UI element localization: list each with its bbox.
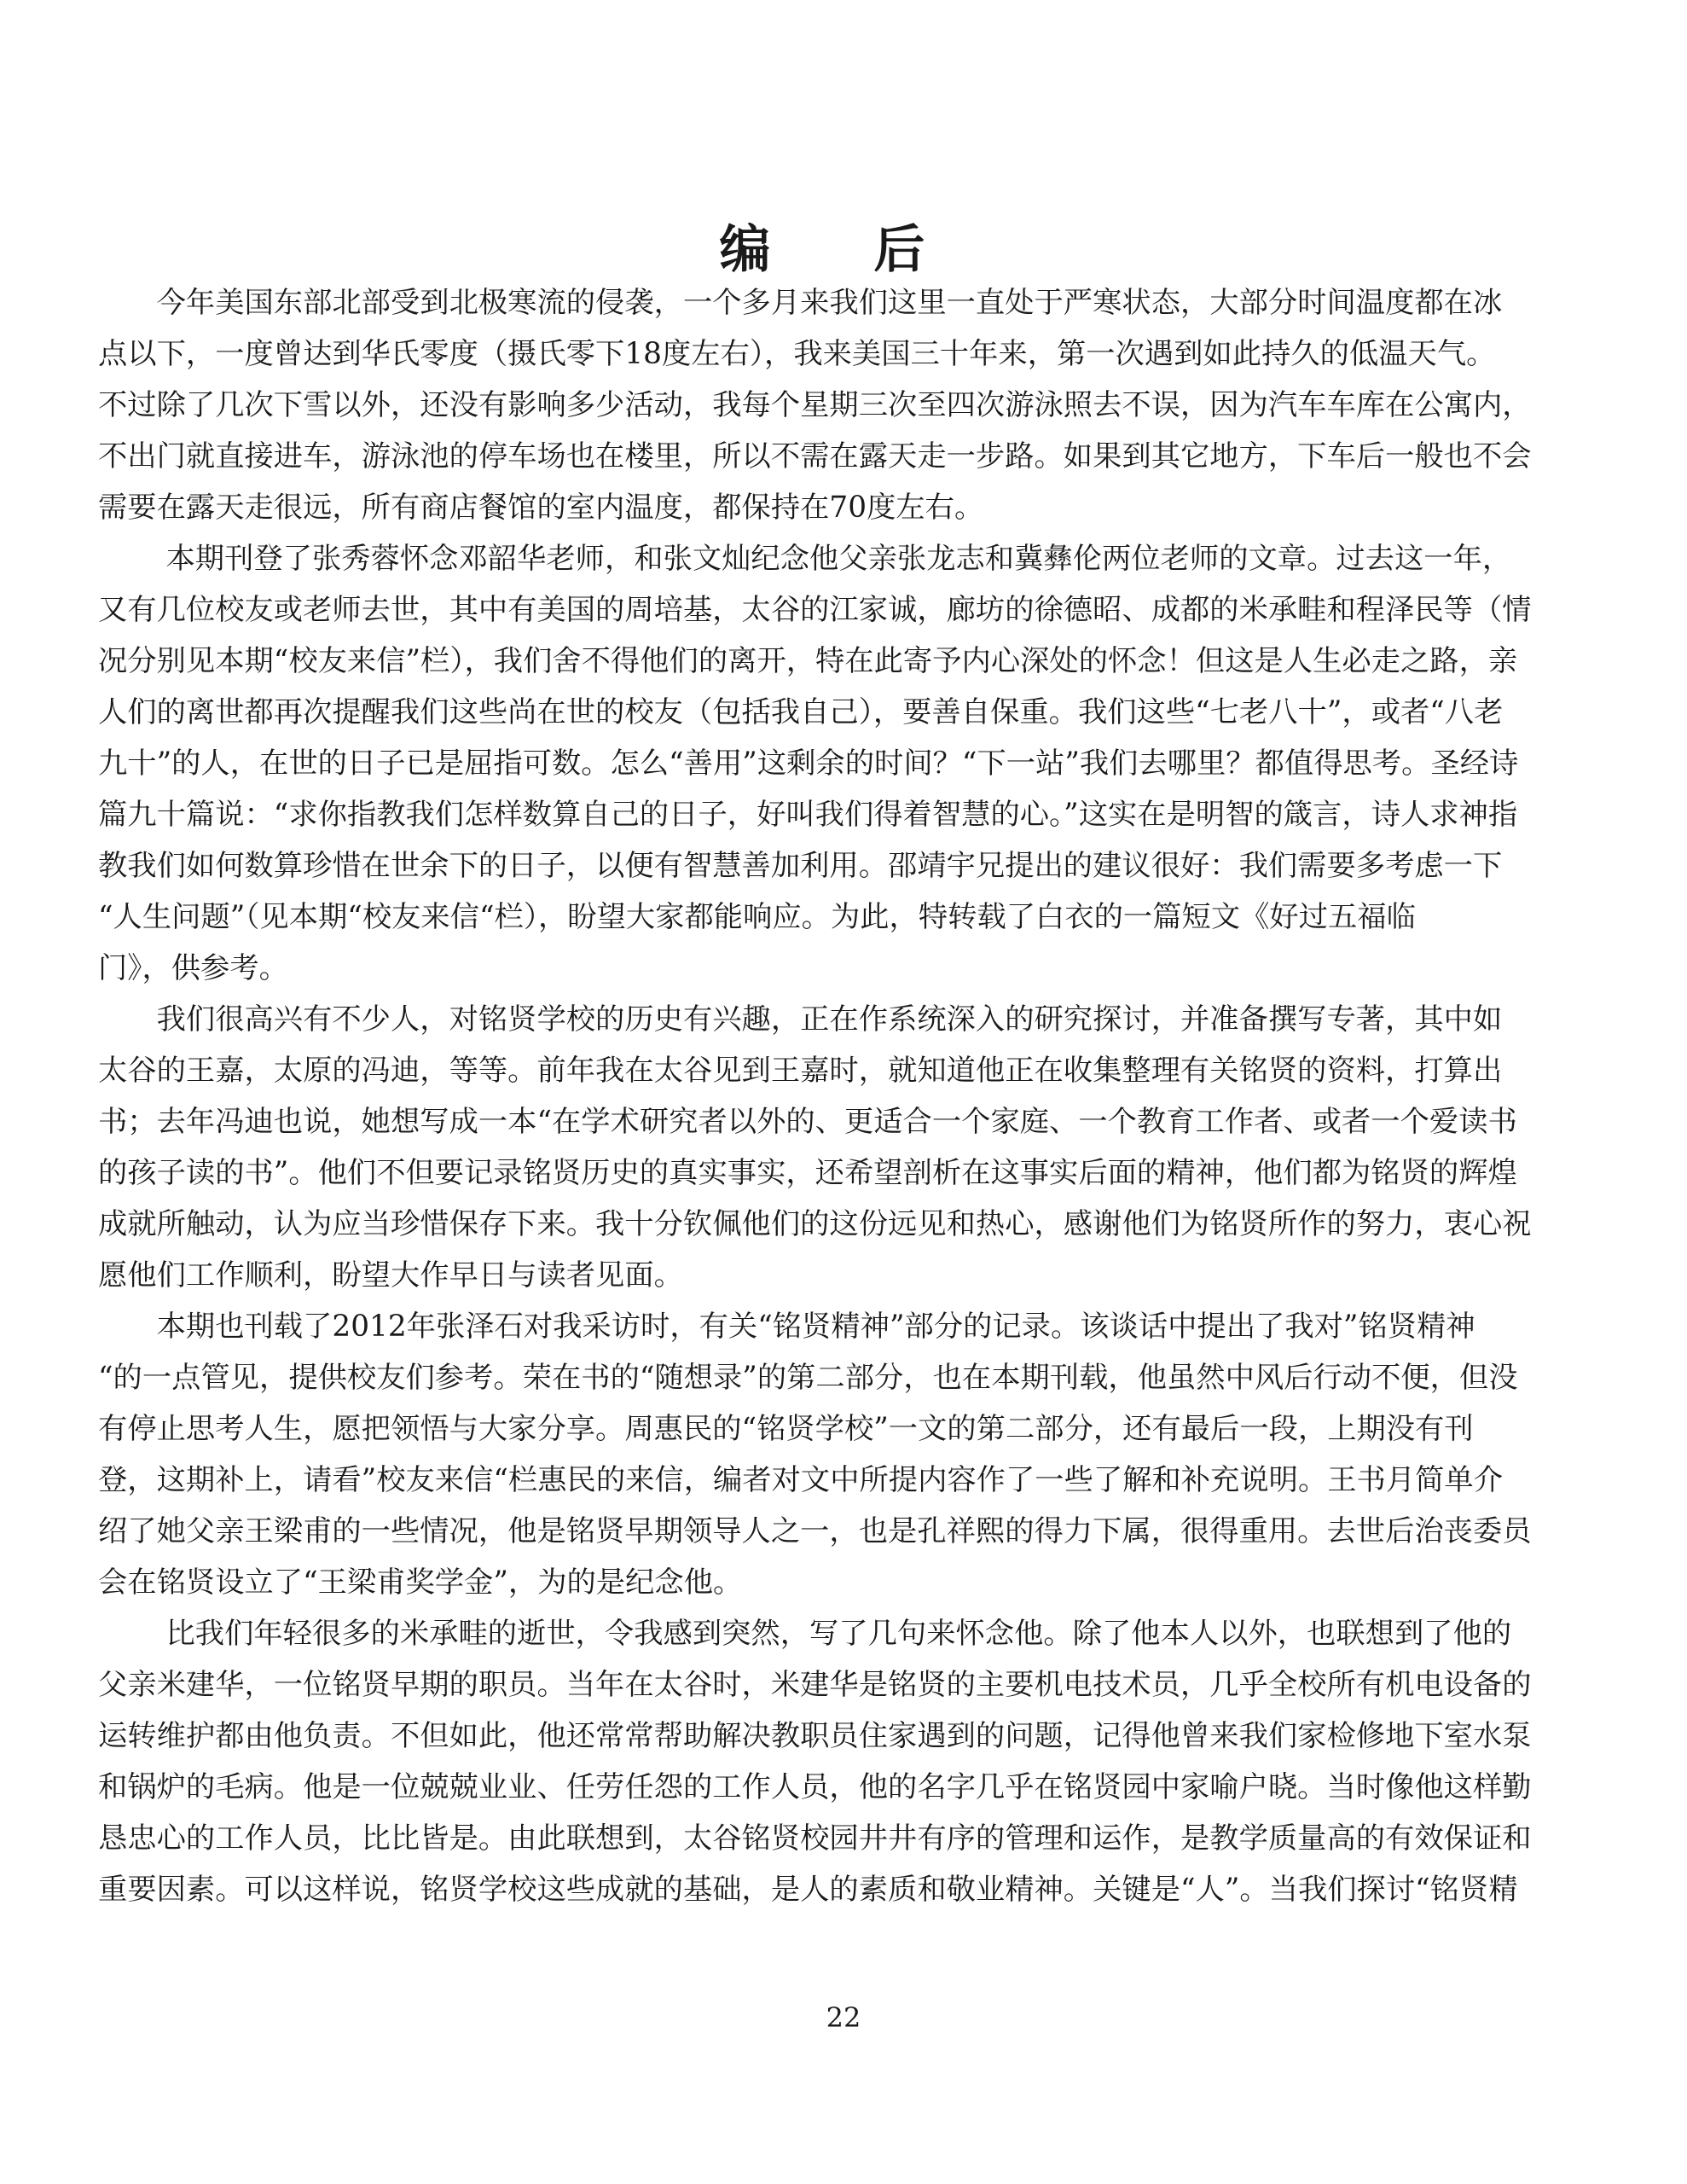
text-line: 门》，供参考。 (98, 951, 288, 985)
text-line: 登，这期补上，请看”校友来信“栏惠民的来信，编者对文中所提内容作了一些了解和补充说明。王书月简单介 (98, 1463, 1504, 1497)
text-line: 太谷的王嘉，太原的冯迪，等等。前年我在太谷见到王嘉时，就知道他正在收集整理有关铭贤的资料，打算出 (98, 1054, 1503, 1088)
text-line: 点以下，一度曾达到华氏零度（摄氏零下18度左右），我来美国三十年来，第一次遇到如此持久的低温天气。 (98, 337, 1496, 371)
text-line: 重要因素。可以这样说，铭贤学校这些成就的基础，是人的素质和敬业精神。关键是“人”。当我们探讨“铭贤精 (98, 1873, 1518, 1907)
text-line: 今年美国东部北部受到北极寒流的侵袭，一个多月来我们这里一直处于严寒状态，大部分时间温度都在冰 (98, 286, 1503, 320)
text-line: 不过除了几次下雪以外，还没有影响多少活动，我每个星期三次至四次游泳照去不误，因为汽车车库在公寓内， (98, 388, 1532, 422)
text-line: 九十”的人，在世的日子已是屈指可数。怎么“善用”这剩余的时间？“下一站”我们去哪里？都值得思考。圣经诗 (98, 746, 1519, 781)
text-line: “人生问题”（见本期“校友来信“栏），盼望大家都能响应。为此，特转载了白衣的一篇短文《好过五福临 (98, 900, 1416, 934)
text-line: 又有几位校友或老师去世，其中有美国的周培基，太谷的江家诚，廊坊的徐德昭、成都的米承畦和程泽民等（情 (98, 593, 1532, 627)
page-title: 编 后 (719, 220, 968, 280)
text-line: 本期刊登了张秀蓉怀念邓韶华老师，和张文灿纪念他父亲张龙志和冀彝伦两位老师的文章。过去这一年， (98, 542, 1512, 576)
text-line: 不出门就直接进车，游泳池的停车场也在楼里，所以不需在露天走一步路。如果到其它地方，下车后一般也不会 (98, 439, 1532, 473)
text-line: “的一点管见，提供校友们参考。荣在书的“随想录”的第二部分，也在本期刊载，他虽然中风后行动不便，但没 (98, 1361, 1518, 1395)
text-line: 篇九十篇说：“求你指教我们怎样数算自己的日子，好叫我们得着智慧的心。”这实在是明智的箴言，诗人求神指 (98, 798, 1518, 832)
text-line: 人们的离世都再次提醒我们这些尚在世的校友（包括我自己），要善自保重。我们这些“七老八十”，或者“八老 (98, 695, 1504, 729)
text-line: 需要在露天走很远，所有商店餐馆的室内温度，都保持在70度左右。 (98, 491, 984, 525)
text-line: 父亲米建华，一位铭贤早期的职员。当年在太谷时，米建华是铭贤的主要机电技术员，几乎全校所有机电设备的 (98, 1668, 1532, 1702)
text-line: 教我们如何数算珍惜在世余下的日子，以便有智慧善加利用。邵靖宇兄提出的建议很好：我们需要多考虑一下 (98, 849, 1503, 883)
text-line: 我们很高兴有不少人，对铭贤学校的历史有兴趣，正在作系统深入的研究探讨，并准备撰写专著，其中如 (98, 1002, 1503, 1037)
text-line: 的孩子读的书”。他们不但要记录铭贤历史的真实事实，还希望剖析在这事实后面的精神，他们都为铭贤的辉煌 (98, 1156, 1517, 1190)
text-line: 和锅炉的毛病。他是一位兢兢业业、任劳任怨的工作人员，他的名字几乎在铭贤园中家喻户晓。当时像他这样勤 (98, 1770, 1532, 1804)
text-line: 会在铭贤设立了“王梁甫奖学金”，为的是纪念他。 (98, 1565, 743, 1600)
text-line: 成就所触动，认为应当珍惜保存下来。我十分钦佩他们的这份远见和热心，感谢他们为铭贤所作的努力，衷心祝 (98, 1207, 1532, 1241)
text-line: 况分别见本期“校友来信”栏），我们舍不得他们的离开，特在此寄予内心深处的怀念！但这是人生必走之路，亲 (98, 644, 1518, 678)
text-line: 有停止思考人生，愿把领悟与大家分享。周惠民的“铭贤学校”一文的第二部分，还有最后一段，上期没有刊 (98, 1412, 1474, 1446)
text-line: 愿他们工作顺利，盼望大作早日与读者见面。 (98, 1258, 683, 1292)
article-body (98, 277, 1595, 1915)
text-line: 书；去年冯迪也说，她想写成一本“在学术研究者以外的、更适合一个家庭、一个教育工作者、或者一个爱读书 (98, 1105, 1517, 1139)
text-line: 绍了她父亲王梁甫的一些情况，他是铭贤早期领导人之一，也是孔祥熙的得力下属，很得重用。去世后治丧委员 (98, 1514, 1532, 1548)
text-line: 比我们年轻很多的米承畦的逝世，令我感到突然，写了几句来怀念他。除了他本人以外，也联想到了他的 (98, 1617, 1512, 1651)
text-line: 运转维护都由他负责。不但如此，他还常常帮助解决教职员住家遇到的问题，记得他曾来我们家检修地下室水泵 (98, 1719, 1532, 1753)
text-line: 本期也刊载了2012年张泽石对我采访时，有关“铭贤精神”部分的记录。该谈话中提出了我对”铭贤精神 (98, 1310, 1475, 1344)
text-line: 恳忠心的工作人员，比比皆是。由此联想到，太谷铭贤校园井井有序的管理和运作，是教学质量高的有效保证和 (98, 1821, 1532, 1856)
page-number: 22 (826, 2001, 861, 2034)
